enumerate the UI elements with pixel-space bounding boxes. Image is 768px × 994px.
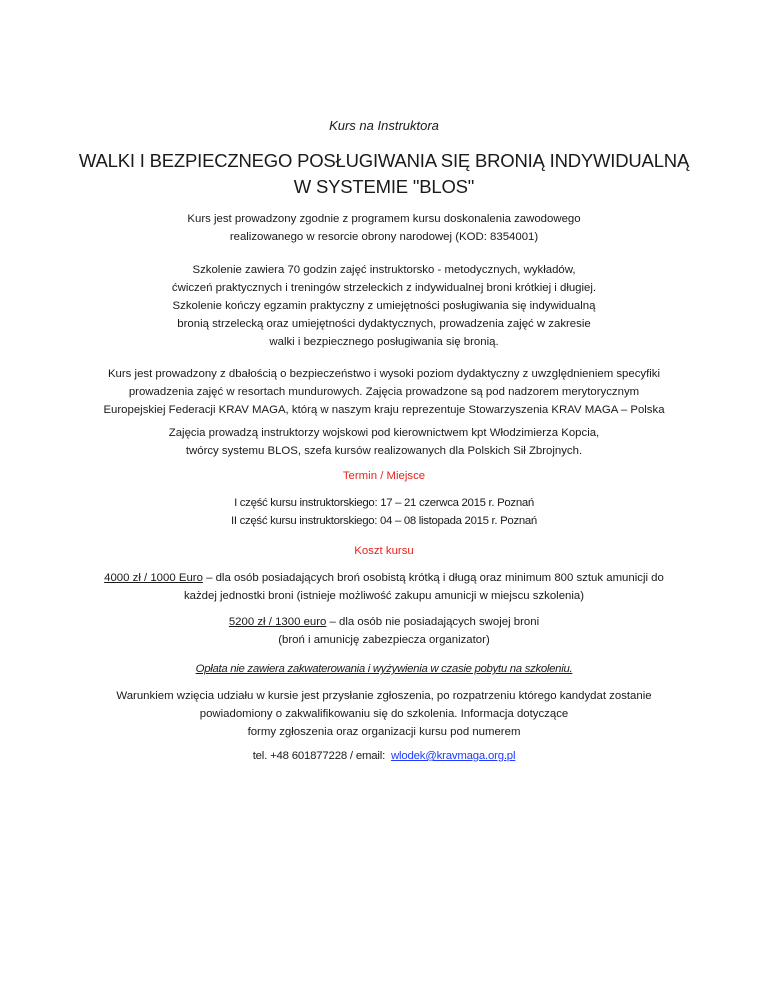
term-heading: Termin / Miejsce — [342, 470, 426, 482]
paragraph-line: Kurs jest prowadzony z dbałością o bezpieczeństwo i wysoki poziom dydaktyczny z uwzględnieniem specyfiki — [107, 368, 661, 380]
document-title — [40, 148, 728, 200]
price-line — [40, 569, 728, 587]
price-option-no-weapon — [40, 613, 728, 649]
paragraph-line: realizowanego w resorcie obrony narodowej (KOD: 8354001) — [229, 231, 539, 243]
paragraph-line: prowadzenia zajęć w resortach mundurowych. Zajęcia prowadzone są pod nadzorem merytorycznym — [128, 386, 640, 398]
date-part-2: II część kursu instruktorskiego: 04 – 08 listopada 2015 r. Poznań — [231, 515, 537, 527]
paragraph-line: ćwiczeń praktycznych i treningów strzeleckich z indywidualnej broni krótkiej i długiej. — [171, 282, 597, 294]
date-part-1: I część kursu instruktorskiego: 17 – 21 czerwca 2015 r. Poznań — [234, 497, 534, 509]
contact-line — [40, 747, 728, 765]
paragraph-registration — [40, 687, 728, 741]
accommodation-note: Opłata nie zawiera zakwaterowania i wyżywienia w czasie pobytu na szkoleniu. — [195, 663, 573, 675]
paragraph-line: formy zgłoszenia oraz organizacji kursu pod numerem — [247, 726, 521, 738]
paragraph-line: Szkolenie zawiera 70 godzin zajęć instruktorsko - metodycznych, wykładów, — [192, 264, 576, 276]
email-link[interactable]: wlodek@kravmaga.org.pl — [390, 750, 516, 762]
price-amount: 5200 zł / 1300 euro — [228, 616, 327, 628]
cost-heading: Koszt kursu — [354, 545, 414, 557]
paragraph-line: Kurs jest prowadzony zgodnie z programem kursu doskonalenia zawodowego — [187, 213, 581, 225]
price-option-own-weapon — [40, 569, 728, 605]
contact-phone: tel. +48 601877228 / email: — [252, 750, 391, 762]
price-description: – dla osób nie posiadających swojej broni — [326, 616, 540, 628]
paragraph-line: powiadomiony o zakwalifikowaniu się do szkolenia. Informacja dotyczące — [199, 708, 569, 720]
price-line: (broń i amunicję zabezpiecza organizator) — [278, 634, 490, 646]
paragraph-training-scope — [40, 261, 728, 351]
paragraph-line: Europejskiej Federacji KRAV MAGA, którą w naszym kraju reprezentuje Stowarzyszenia KRAV MAGA – Polska — [103, 404, 665, 416]
title-line-1: WALKI I BEZPIECZNEGO POSŁUGIWANIA SIĘ BRONIĄ INDYWIDUALNĄ — [78, 150, 690, 171]
paragraph-safety — [40, 365, 728, 419]
paragraph-line: walki i bezpiecznego posługiwania się bronią. — [269, 336, 499, 348]
paragraph-line: Warunkiem wzięcia udziału w kursie jest przysłanie zgłoszenia, po rozpatrzeniu którego kandydat zostanie — [116, 690, 652, 702]
price-description: – dla osób posiadających broń osobistą krótką i długą oraz minimum 800 sztuk amunicji do — [202, 572, 664, 584]
course-dates — [40, 494, 728, 530]
paragraph-line: twórcy systemu BLOS, szefa kursów realizowanych dla Polskich Sił Zbrojnych. — [185, 445, 583, 457]
paragraph-instructors — [40, 424, 728, 460]
document-subtitle: Kurs na Instruktora — [329, 118, 439, 133]
title-line-2: W SYSTEMIE "BLOS" — [293, 176, 475, 197]
paragraph-line: Szkolenie kończy egzamin praktyczny z umiejętności posługiwania się indywidualną — [172, 300, 596, 312]
paragraph-line: Zajęcia prowadzą instruktorzy wojskowi pod kierownictwem kpt Włodzimierza Kopcia, — [168, 427, 600, 439]
paragraph-line: bronią strzelecką oraz umiejętności dydaktycznych, prowadzenia zajęć w zakresie — [177, 318, 591, 330]
paragraph-program — [40, 210, 728, 246]
price-line — [40, 613, 728, 631]
price-line: każdej jednostki broni (istnieje możliwość zakupu amunicji w miejscu szkolenia) — [183, 590, 585, 602]
price-amount: 4000 zł / 1000 Euro — [104, 572, 203, 584]
